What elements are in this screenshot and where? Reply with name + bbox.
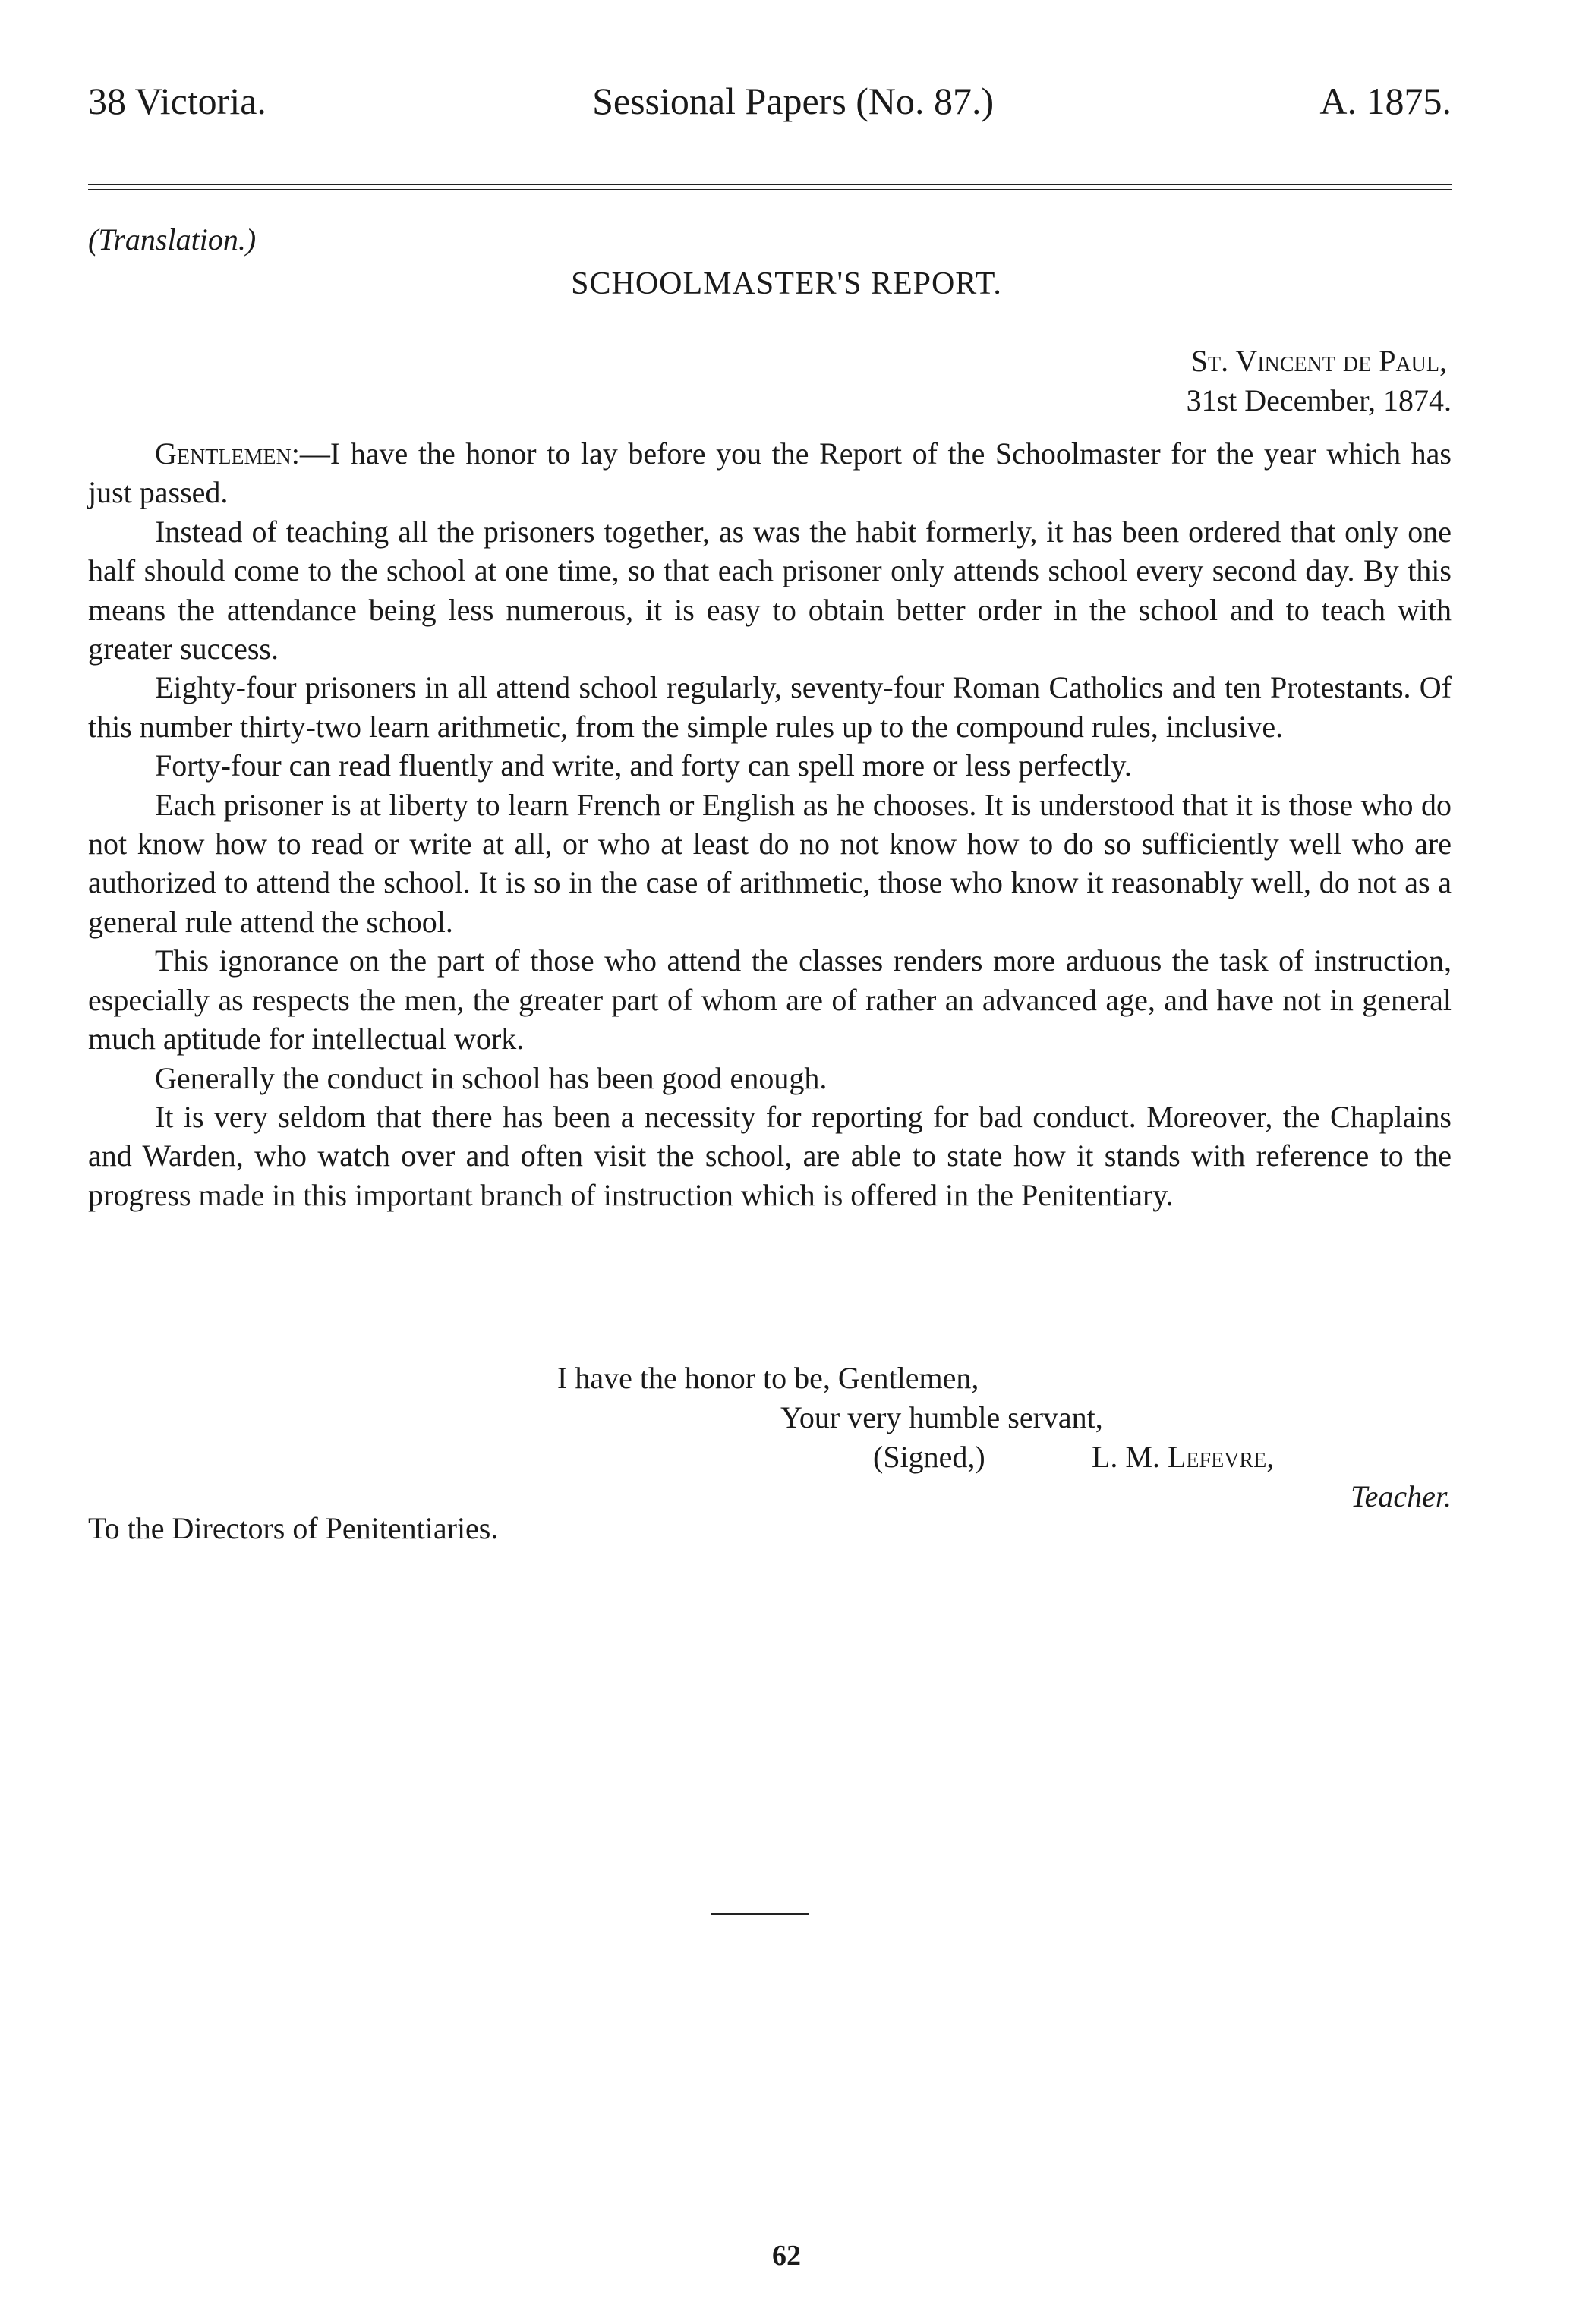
header-rule — [88, 184, 1452, 190]
page-number: 62 — [772, 2240, 801, 2272]
report-title: SCHOOLMASTER'S REPORT. — [571, 266, 1002, 301]
paragraph-text: :—I have the honor to lay before you the Report of the Schoolmaster for the year which has just passed. — [88, 436, 1452, 510]
paragraph: It is very seldom that there has been a necessity for reporting for bad conduct. Moreover, the Chaplains and Warden, who watch over and often visit the school, are able to state how it stands with reference to the progress made in this important branch of instruction which is offered in the Penitentiary. — [88, 1099, 1452, 1212]
report-place: St. Vincent de Paul, — [1190, 344, 1447, 378]
translation-note: (Translation.) — [88, 222, 257, 257]
paragraph — [88, 434, 1452, 512]
header-series: Sessional Papers (No. 87.) — [592, 80, 995, 122]
header-volume: 38 Victoria. — [88, 80, 266, 122]
running-header — [88, 82, 1452, 120]
closing-servant: Your very humble servant, — [780, 1400, 1103, 1434]
paragraph: Forty-four can read fluently and write, and forty can spell more or less perfectly. — [155, 748, 1132, 783]
report-body — [88, 434, 1452, 1214]
report-date: 31st December, 1874. — [1186, 383, 1452, 417]
paragraph: Generally the conduct in school has been good enough. — [155, 1060, 827, 1095]
addressee: To the Directors of Penitentiaries. — [88, 1511, 499, 1545]
paragraph: Instead of teaching all the prisoners together, as was the habit formerly, it has been ordered that only one half should come to the school at one time, so that each prisoner only attends school every second day. By this means the attendance being less numerous, it is easy to obtain better order in the school and to teach with greater success. — [88, 514, 1452, 666]
paragraph: Each prisoner is at liberty to learn French or English as he chooses. It is understood that it is those who do not know how to read or write at all, or who at least do no not know how to do so sufficiently well who are authorized to attend the school. It is so in the case of arithmetic, those who know it reasonably well, do not as a general rule attend the school. — [88, 787, 1452, 939]
salutation: Gentlemen — [155, 436, 292, 471]
paragraph: Eighty-four prisoners in all attend school regularly, seventy-four Roman Catholics and ten Protestants. Of this number thirty-two learn arithmetic, from the simple rules up to the compound rules, inclusive. — [88, 670, 1452, 744]
header-year: A. 1875. — [1319, 80, 1452, 122]
signer-role: Teacher. — [1351, 1479, 1452, 1513]
signer-name: L. M. Lefevre, — [1092, 1440, 1275, 1474]
closing-line: I have the honor to be, Gentlemen, — [557, 1361, 979, 1395]
paragraph: This ignorance on the part of those who attend the classes renders more arduous the task of instruction, especially as respects the men, the greater part of whom are of rather an advanced age, and have not in general much aptitude for intellectual work. — [88, 943, 1452, 1057]
end-rule — [711, 1913, 809, 1915]
signed-label: (Signed,) — [873, 1440, 985, 1474]
